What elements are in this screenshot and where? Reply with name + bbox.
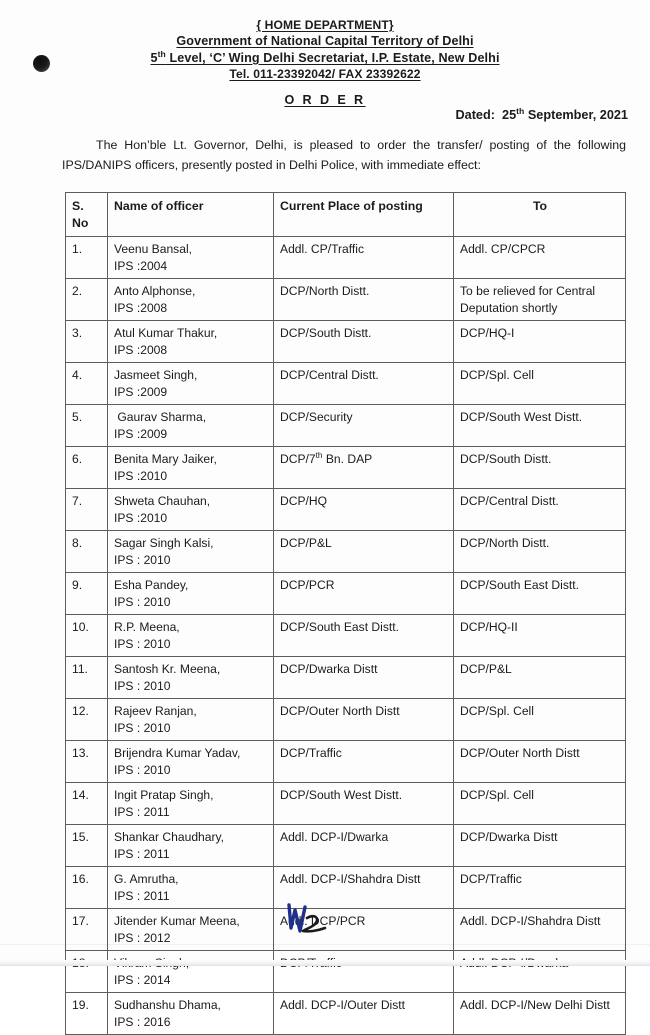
- cell-new-posting: DCP/Spl. Cell: [454, 783, 626, 825]
- cell-officer-name: [108, 699, 274, 741]
- cell-officer-name: [108, 531, 274, 573]
- officer-batch-text: IPS :2010: [114, 468, 168, 483]
- current-posting-text: Addl. DCP-I/Shahdra Distt: [280, 872, 421, 886]
- officer-name-text: G. Amrutha,: [114, 872, 179, 886]
- cell-new-posting: DCP/South West Distt.: [454, 405, 626, 447]
- officer-batch-text: IPS :2009: [114, 384, 168, 399]
- officer-batch-text: IPS : 2010: [114, 552, 171, 567]
- header-department: [0, 17, 650, 33]
- officer-name-text: Sagar Singh Kalsi,: [114, 536, 214, 550]
- current-posting-superscript: th: [315, 450, 323, 460]
- cell-new-posting: DCP/North Distt.: [454, 531, 626, 573]
- table-row: [66, 867, 626, 909]
- officer-name-text: R.P. Meena,: [114, 620, 180, 634]
- cell-new-posting: DCP/Traffic: [454, 867, 626, 909]
- current-posting-text: DCP/South West Distt.: [280, 788, 403, 802]
- table-row: [66, 783, 626, 825]
- cell-current-posting: [274, 615, 454, 657]
- cell-new-posting: DCP/Outer North Distt: [454, 741, 626, 783]
- cell-new-posting: DCP/South Distt.: [454, 447, 626, 489]
- current-posting-text: DCP/Traffic: [280, 746, 342, 760]
- officer-batch-text: IPS : 2014: [114, 972, 171, 987]
- cell-serial-no: 11.: [66, 657, 108, 699]
- officer-name-text: Rajeev Ranjan,: [114, 704, 197, 718]
- table-row: [66, 573, 626, 615]
- cell-officer-name: [108, 825, 274, 867]
- header-telephone-text: Tel. 011-23392042/ FAX 23392622: [229, 67, 421, 82]
- cell-new-posting: DCP/Spl. Cell: [454, 699, 626, 741]
- table-row: [66, 993, 626, 1035]
- officer-name-text: Santosh Kr. Meena,: [114, 662, 221, 676]
- table-body: [66, 237, 626, 1035]
- officer-name-text: Veenu Bansal,: [114, 242, 193, 256]
- cell-current-posting: [274, 237, 454, 279]
- table-row: [66, 825, 626, 867]
- order-date: [455, 105, 628, 122]
- table-row: [66, 447, 626, 489]
- officer-name-text: Gaurav Sharma,: [114, 410, 207, 424]
- transfer-posting-table: [65, 192, 626, 1035]
- cell-officer-name: [108, 279, 274, 321]
- officer-name-text: Shankar Chaudhary,: [114, 830, 225, 844]
- header-department-text: { HOME DEPARTMENT}: [256, 18, 394, 32]
- current-posting-text: DCP/Security: [280, 410, 353, 424]
- header-address-prefix: 5: [150, 50, 158, 65]
- table-row: [66, 363, 626, 405]
- cell-serial-no: 6.: [66, 447, 108, 489]
- officer-name-text: Benita Mary Jaiker,: [114, 452, 217, 466]
- cell-new-posting: DCP/Central Distt.: [454, 489, 626, 531]
- cell-serial-no: 1.: [66, 237, 108, 279]
- cell-officer-name: [108, 447, 274, 489]
- cell-officer-name: [108, 405, 274, 447]
- cell-new-posting: Addl. DCP-I/Shahdra Distt: [454, 909, 626, 951]
- cell-officer-name: [108, 573, 274, 615]
- order-date-label: Dated:: [455, 108, 495, 122]
- cell-current-posting: [274, 783, 454, 825]
- officer-batch-text: IPS : 2011: [114, 804, 170, 819]
- cell-new-posting: DCP/HQ-I: [454, 321, 626, 363]
- officer-batch-text: IPS : 2010: [114, 720, 171, 735]
- cell-serial-no: 13.: [66, 741, 108, 783]
- cell-new-posting: To be relieved for Central Deputation shortly: [454, 279, 626, 321]
- cell-current-posting: [274, 405, 454, 447]
- current-posting-text: DCP/HQ: [280, 494, 328, 508]
- cell-serial-no: 10.: [66, 615, 108, 657]
- column-header-to: To: [454, 193, 626, 237]
- cell-current-posting: [274, 741, 454, 783]
- cell-officer-name: [108, 993, 274, 1035]
- header-address-text: [150, 48, 500, 65]
- cell-new-posting: [454, 951, 626, 993]
- current-posting-text: DCP/Dwarka Distt: [280, 662, 378, 676]
- column-header-serial-line1: S.: [72, 199, 84, 213]
- cell-current-posting: [274, 447, 454, 489]
- cell-current-posting: [274, 951, 454, 993]
- scan-fold-line: [0, 944, 650, 945]
- current-posting-text: DCP/7: [280, 452, 316, 466]
- cell-serial-no: 5.: [66, 405, 108, 447]
- cell-officer-name: [108, 363, 274, 405]
- header-telephone: [0, 66, 650, 82]
- officer-name-text: Atul Kumar Thakur,: [114, 326, 218, 340]
- current-posting-text: Addl. CP/Traffic: [280, 242, 365, 256]
- column-header-current-posting: Current Place of posting: [274, 193, 454, 237]
- cell-serial-no: 8.: [66, 531, 108, 573]
- table-row: [66, 321, 626, 363]
- cell-new-posting: DCP/Dwarka Distt: [454, 825, 626, 867]
- cell-current-posting: [274, 699, 454, 741]
- officer-batch-text: IPS : 2016: [114, 1014, 171, 1029]
- order-title-text: O R D E R: [284, 93, 366, 107]
- officer-batch-text: IPS : 2010: [114, 636, 171, 651]
- cell-officer-name: [108, 237, 274, 279]
- cell-officer-name: [108, 489, 274, 531]
- officer-batch-text: IPS :2008: [114, 300, 168, 315]
- current-posting-text: DCP/South Distt.: [280, 326, 372, 340]
- cell-officer-name: [108, 615, 274, 657]
- officer-batch-text: IPS : 2011: [114, 846, 170, 861]
- current-posting-tail: Bn. DAP: [322, 452, 373, 466]
- cell-serial-no: 3.: [66, 321, 108, 363]
- header-government-text: Government of National Capital Territory of Delhi: [176, 34, 474, 49]
- officer-name-text: Esha Pandey,: [114, 578, 189, 592]
- body-paragraph-text: The Hon’ble Lt. Governor, Delhi, is pleased to order the transfer/ posting of the following IPS/DANIPS officers, presently posted in Delhi Police, with immediate effect:: [62, 138, 626, 172]
- current-posting-text: DCP/Central Distt.: [280, 368, 379, 382]
- current-posting-text: DCP/P&L: [280, 536, 332, 550]
- cell-current-posting: [274, 363, 454, 405]
- officer-batch-text: IPS :2010: [114, 510, 168, 525]
- cell-serial-no: 15.: [66, 825, 108, 867]
- cell-current-posting: [274, 993, 454, 1035]
- body-paragraph: [62, 136, 626, 175]
- cell-current-posting: [274, 279, 454, 321]
- table-row: [66, 615, 626, 657]
- current-posting-text: Addl. DCP-I/Dwarka: [280, 830, 389, 844]
- officer-batch-text: IPS : 2010: [114, 594, 171, 609]
- cell-current-posting: [274, 573, 454, 615]
- officer-batch-text: IPS : 2012: [114, 930, 171, 945]
- officer-batch-text: IPS : 2010: [114, 678, 171, 693]
- cell-current-posting: [274, 825, 454, 867]
- column-header-serial-no: [66, 193, 108, 237]
- officer-name-text: Ingit Pratap Singh,: [114, 788, 214, 802]
- header-address: [0, 50, 650, 66]
- officer-name-text: Shweta Chauhan,: [114, 494, 211, 508]
- scan-bottom-edge: [0, 960, 650, 966]
- cell-serial-no: 14.: [66, 783, 108, 825]
- cell-serial-no: 12.: [66, 699, 108, 741]
- officer-name-text: Jitender Kumar Meena,: [114, 914, 240, 928]
- table-row: [66, 741, 626, 783]
- table-header-row: [66, 193, 626, 237]
- table-row: [66, 699, 626, 741]
- cell-serial-no: 19.: [66, 993, 108, 1035]
- cell-officer-name: [108, 867, 274, 909]
- table-row: [66, 657, 626, 699]
- cell-serial-no: 9.: [66, 573, 108, 615]
- table-row: [66, 489, 626, 531]
- cell-current-posting: [274, 657, 454, 699]
- cell-serial-no: 7.: [66, 489, 108, 531]
- cell-current-posting: [274, 489, 454, 531]
- cell-new-posting: DCP/South East Distt.: [454, 573, 626, 615]
- officer-batch-text: IPS : 2010: [114, 762, 171, 777]
- order-date-rest: September, 2021: [524, 108, 628, 122]
- officer-name-text: Jasmeet Singh,: [114, 368, 198, 382]
- table-row: [66, 531, 626, 573]
- cell-current-posting: [274, 531, 454, 573]
- cell-serial-no: 4.: [66, 363, 108, 405]
- document-header: [0, 17, 650, 83]
- officer-batch-text: IPS : 2011: [114, 888, 170, 903]
- column-header-name: Name of officer: [108, 193, 274, 237]
- signature-mark: [281, 901, 341, 943]
- column-header-serial-line2: No: [72, 215, 89, 230]
- cell-serial-no: 2.: [66, 279, 108, 321]
- officer-name-text: Anto Alphonse,: [114, 284, 196, 298]
- officer-name-text: Sudhanshu Dhama,: [114, 998, 221, 1012]
- header-government: [0, 33, 650, 49]
- cell-serial-no: [66, 951, 108, 993]
- current-posting-text: Addl. DCP-I/Outer Distt: [280, 998, 406, 1012]
- officer-batch-text: IPS :2009: [114, 426, 168, 441]
- cell-officer-name: [108, 951, 274, 993]
- order-title: [0, 93, 650, 107]
- officer-batch-text: IPS :2008: [114, 342, 168, 357]
- cell-new-posting: DCP/HQ-II: [454, 615, 626, 657]
- cell-officer-name: [108, 783, 274, 825]
- cell-new-posting: Addl. DCP-I/New Delhi Distt: [454, 993, 626, 1035]
- table-row: [66, 405, 626, 447]
- table-row: [66, 279, 626, 321]
- cell-new-posting: Addl. CP/CPCR: [454, 237, 626, 279]
- header-address-superscript: th: [157, 48, 166, 59]
- header-address-rest: Level, ‘C’ Wing Delhi Secretariat, I.P. Estate, New Delhi: [165, 50, 500, 65]
- cell-new-posting: DCP/Spl. Cell: [454, 363, 626, 405]
- table-row: [66, 951, 626, 993]
- cell-officer-name: [108, 321, 274, 363]
- current-posting-text: Addl. DCP/PCR: [280, 914, 366, 928]
- cell-new-posting: DCP/P&L: [454, 657, 626, 699]
- cell-officer-name: [108, 741, 274, 783]
- current-posting-text: DCP/North Distt.: [280, 284, 370, 298]
- cell-serial-no: 17.: [66, 909, 108, 951]
- cell-current-posting: [274, 321, 454, 363]
- current-posting-text: DCP/Outer North Distt: [280, 704, 400, 718]
- officer-batch-text: IPS :2004: [114, 258, 168, 273]
- order-date-day-superscript: th: [516, 105, 525, 116]
- current-posting-text: DCP/PCR: [280, 578, 335, 592]
- order-date-day: 25: [502, 108, 517, 122]
- table-row: [66, 237, 626, 279]
- officer-name-text: Brijendra Kumar Yadav,: [114, 746, 241, 760]
- current-posting-text: DCP/South East Distt.: [280, 620, 399, 634]
- cell-officer-name: [108, 657, 274, 699]
- cell-serial-no: 16.: [66, 867, 108, 909]
